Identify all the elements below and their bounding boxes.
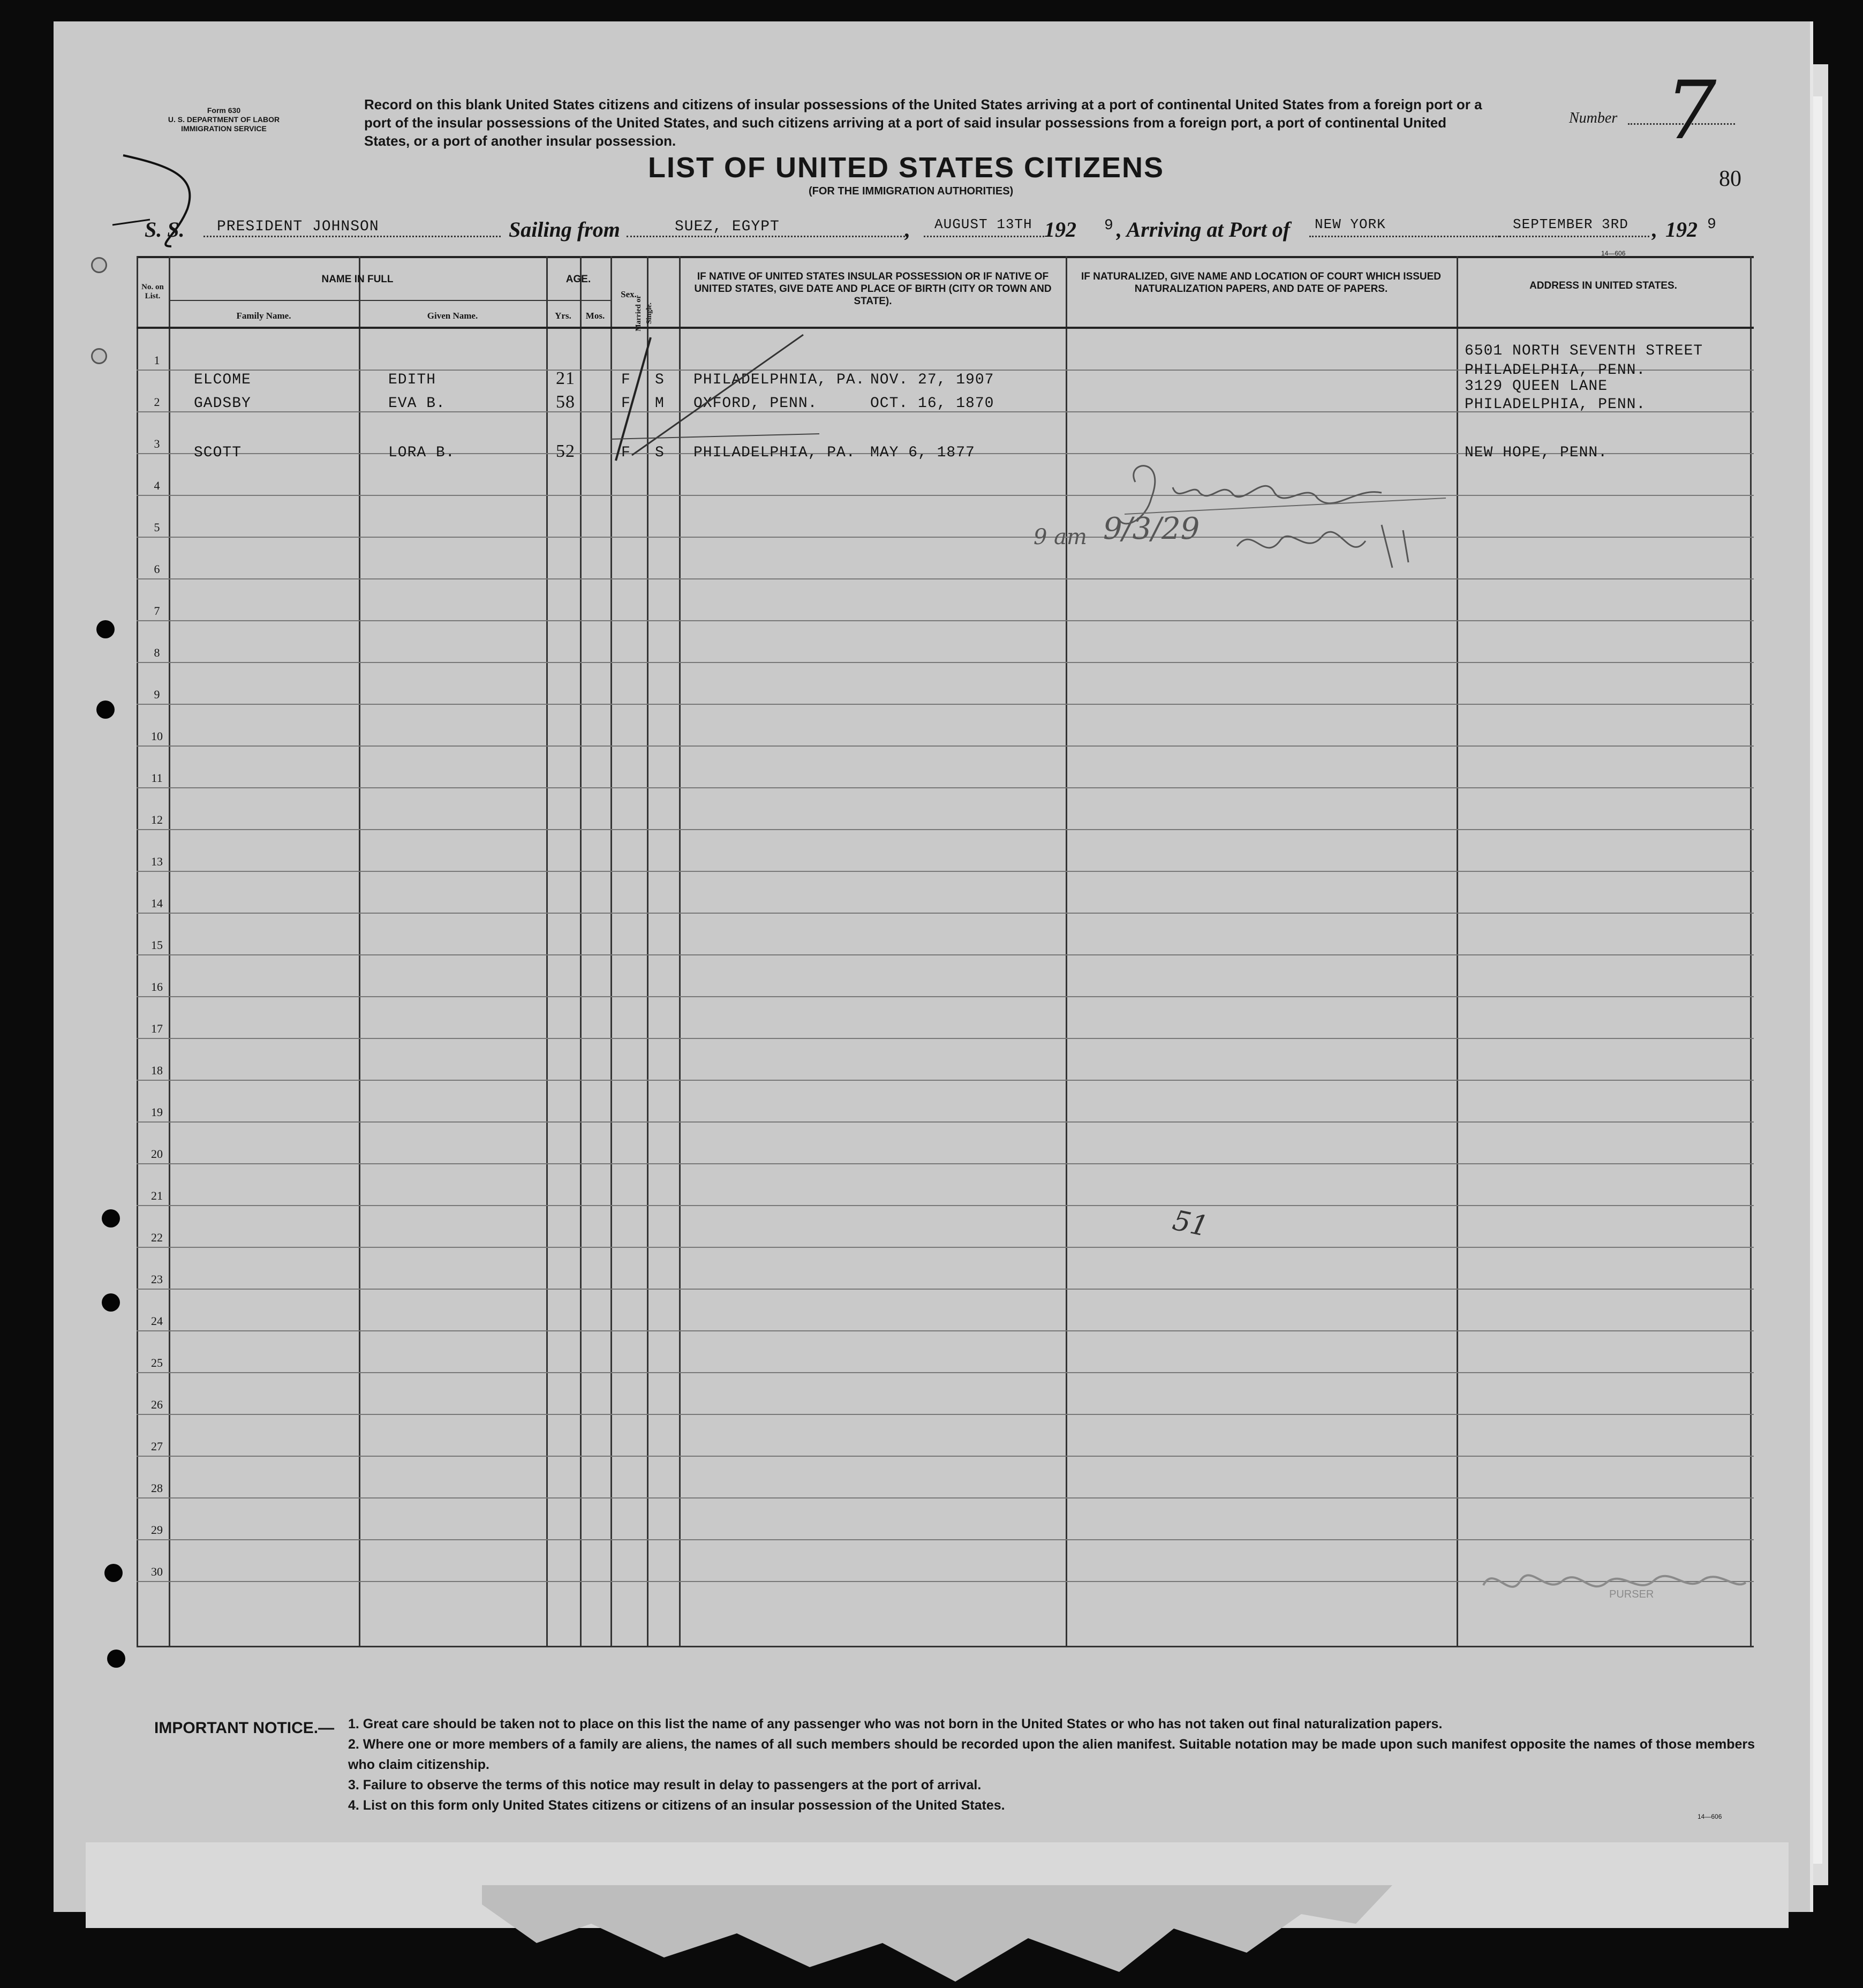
row-number: 22 [151, 1231, 163, 1244]
sex: F [621, 395, 631, 412]
header-bottom-border [137, 327, 1754, 329]
age-years: 58 [556, 392, 575, 412]
row-rule [137, 537, 1754, 538]
row-rule [137, 1205, 1754, 1206]
row-rule [137, 578, 1754, 579]
row-number: 14 [151, 897, 163, 910]
row-number: 5 [154, 521, 160, 534]
row-number: 10 [151, 729, 163, 743]
family-name: GADSBY [194, 395, 251, 412]
given-name: EVA B. [388, 395, 446, 412]
handwritten-cancel-strokes [600, 321, 825, 482]
arrival-date: SEPTEMBER 3RD [1513, 216, 1628, 232]
row-number: 4 [154, 479, 160, 492]
row-number: 11 [151, 771, 163, 785]
stamp-number: 51 [1170, 1204, 1211, 1244]
row-number: 30 [151, 1565, 163, 1578]
row-number: 17 [151, 1022, 163, 1035]
row-rule [137, 1539, 1754, 1540]
row-number: 19 [151, 1105, 163, 1119]
table-bottom-border [137, 1646, 1754, 1647]
birth-place: PHILADELPHNIA, PA. [693, 372, 865, 388]
row-rule [137, 1497, 1754, 1498]
binder-hole [96, 620, 115, 638]
col-divider [546, 256, 548, 1646]
handwritten-date: 9/3/29 [1103, 511, 1200, 546]
row-rule [137, 829, 1754, 830]
row-number: 29 [151, 1523, 163, 1537]
row-rule [137, 1372, 1754, 1373]
port-line [1309, 236, 1499, 237]
notice-item-4: 4. List on this form only United States citizens or citizens of an insular possession of the United States. [348, 1798, 1005, 1813]
row-number: 12 [151, 813, 163, 826]
address-line: 6501 NORTH SEVENTH STREET [1465, 343, 1703, 359]
col-divider [580, 256, 582, 1646]
row-number: 8 [154, 646, 160, 659]
header-married-or-single: Married or Single. [635, 295, 653, 332]
comma-2: , [1652, 217, 1657, 242]
address-line: PHILADELPHIA, PENN. [1465, 362, 1646, 379]
from-line [627, 236, 905, 237]
row-number: 2 [154, 395, 160, 409]
header-no-on-list: No. on List. [141, 283, 164, 300]
given-name: LORA B. [388, 445, 455, 461]
binder-hole [107, 1650, 125, 1668]
binder-hole [91, 257, 107, 273]
sailing-from-label: Sailing from [509, 217, 620, 242]
print-code-bottom: 14—606 [1698, 1813, 1722, 1820]
age-years: 21 [556, 368, 575, 388]
row-number: 21 [151, 1189, 163, 1202]
birth-date: OCT. 16, 1870 [870, 395, 994, 412]
col-divider [1066, 256, 1067, 1646]
handwritten-initials [1232, 514, 1435, 573]
name-header-divider [169, 300, 546, 301]
arrival-year-digit: 9 [1707, 216, 1717, 233]
row-number: 26 [151, 1398, 163, 1411]
family-name: SCOTT [194, 445, 242, 461]
form-identifier [144, 106, 304, 133]
birth-date: MAY 6, 1877 [870, 445, 975, 461]
ship-name: PRESIDENT JOHNSON [217, 219, 379, 235]
binder-hole [102, 1293, 120, 1312]
row-rule [137, 871, 1754, 872]
row-number: 7 [154, 604, 160, 618]
row-rule [137, 746, 1754, 747]
arriving-label: , Arriving at Port of [1117, 217, 1291, 242]
header-sex: Sex. [621, 289, 637, 299]
row-rule [137, 1163, 1754, 1164]
row-number: 6 [154, 562, 160, 576]
header-address: ADDRESS IN UNITED STATES. [1529, 280, 1677, 291]
sex: F [621, 372, 631, 388]
row-rule [137, 954, 1754, 955]
binder-hole [104, 1564, 123, 1582]
notice-item-2: 2. Where one or more members of a family are aliens, the names of all such members should be recorded upon the alien manifest. Suitable notation may be made upon such manifest opposite the names of those members who claim citizenship. [348, 1737, 1755, 1772]
header-naturalized: IF NATURALIZED, GIVE NAME AND LOCATION OF COURT WHICH ISSUED NATURALIZATION PAPERS, AND DATE OF PAPERS. [1081, 271, 1441, 295]
service-name: IMMIGRATION SERVICE [181, 124, 267, 133]
row-rule [137, 1121, 1754, 1123]
row-number: 23 [151, 1272, 163, 1286]
address-line: PHILADELPHIA, PENN. [1465, 396, 1646, 413]
row-rule [137, 495, 1754, 496]
row-rule [137, 1247, 1754, 1248]
form-number: Form 630 [207, 106, 241, 115]
age-years: 52 [556, 441, 575, 461]
binder-hole [91, 348, 107, 364]
row-number: 9 [154, 688, 160, 701]
col-divider [1457, 256, 1458, 1646]
table-right-border [1750, 256, 1752, 1646]
ss-label: S. S. [145, 217, 185, 242]
marital-status: M [655, 395, 665, 412]
row-rule [137, 1414, 1754, 1415]
departure-year-digit: 9 [1104, 217, 1114, 234]
row-number: 16 [151, 980, 163, 993]
sex: F [621, 445, 631, 461]
row-number: 18 [151, 1064, 163, 1077]
passenger-table [137, 256, 1754, 1648]
binder-hole [102, 1209, 120, 1228]
number-value: 7 [1665, 64, 1717, 157]
header-yrs: Yrs. [555, 311, 571, 321]
family-name: ELCOME [194, 372, 251, 388]
row-rule [137, 620, 1754, 621]
departure-year-print: 192 [1044, 217, 1076, 242]
marital-status: S [655, 445, 665, 461]
birth-place: OXFORD, PENN. [693, 395, 818, 412]
birth-place: PHILADELPHIA, PA. [693, 445, 856, 461]
row-number: 3 [154, 437, 160, 450]
torn-edge [482, 1885, 1392, 1982]
ship-line [203, 236, 501, 237]
row-rule [137, 1330, 1754, 1331]
row-rule [137, 787, 1754, 788]
row-number: 15 [151, 938, 163, 952]
marital-status: S [655, 372, 665, 388]
address-line: NEW HOPE, PENN. [1465, 445, 1608, 461]
row-number: 25 [151, 1356, 163, 1369]
notice-items [337, 1714, 1783, 1816]
header-given-name: Given Name. [427, 311, 478, 321]
arrival-port: NEW YORK [1315, 216, 1386, 232]
address-line: 3129 QUEEN LANE [1465, 378, 1608, 395]
header-birth: IF NATIVE OF UNITED STATES INSULAR POSSESSION OR IF NATIVE OF UNITED STATES, GIVE DATE AND PLACE OF BIRTH (CITY OR TOWN AND STATE). [694, 271, 1052, 307]
age-header-divider [546, 300, 610, 301]
given-name: EDITH [388, 372, 436, 388]
departure-date-line [924, 236, 1044, 237]
page-number: 80 [1719, 167, 1741, 191]
department-name: U. S. DEPARTMENT OF LABOR [168, 115, 280, 124]
handwritten-time: 9 am [1034, 525, 1087, 549]
record-instructions: Record on this blank United States citizens and citizens of insular possessions of the United States arriving at a port of continental United States from a foreign port or a port of the insular possessions of the United States, and such citizens arriving at a port of said insular possessions from a foreign port, a port of continental United States, or a port of another insular possession. [364, 96, 1482, 149]
document-subtitle: (FOR THE IMMIGRATION AUTHORITIES) [809, 185, 1014, 197]
row-rule [137, 913, 1754, 914]
row-rule [137, 1080, 1754, 1081]
sailing-from-port: SUEZ, EGYPT [675, 219, 780, 235]
header-age: AGE. [565, 274, 591, 285]
row-rule [137, 662, 1754, 663]
row-rule [137, 996, 1754, 997]
binder-hole [96, 701, 115, 719]
row-number: 28 [151, 1481, 163, 1495]
arrival-date-line [1499, 236, 1649, 237]
purser-title: PURSER [1609, 1588, 1654, 1600]
row-rule [137, 1456, 1754, 1457]
row-number: 1 [154, 353, 160, 367]
notice-item-3: 3. Failure to observe the terms of this notice may result in delay to passengers at the port of arrival. [348, 1778, 982, 1793]
notice-title: IMPORTANT NOTICE.— [154, 1719, 335, 1737]
birth-date: NOV. 27, 1907 [870, 372, 994, 388]
header-name-in-full: NAME IN FULL [321, 274, 394, 285]
departure-date: AUGUST 13TH [934, 216, 1032, 232]
arrival-year-print: 192 [1665, 217, 1698, 242]
row-number: 27 [151, 1440, 163, 1453]
row-rule [137, 1038, 1754, 1039]
table-left-border [137, 256, 138, 1646]
row-number: 13 [151, 855, 163, 868]
notice-item-1: 1. Great care should be taken not to place on this list the name of any passenger who was not born in the United States or who has not taken out final naturalization papers. [348, 1716, 1443, 1731]
row-rule [137, 704, 1754, 705]
row-rule [137, 1289, 1754, 1290]
header-mos: Mos. [585, 311, 605, 321]
document-title: LIST OF UNITED STATES CITIZENS [648, 152, 1164, 184]
row-number: 20 [151, 1147, 163, 1161]
col-divider [359, 256, 360, 1646]
print-code-top: 14—606 [1601, 250, 1626, 257]
row-number: 24 [151, 1314, 163, 1328]
header-family-name: Family Name. [236, 311, 291, 321]
number-label: Number [1569, 110, 1618, 126]
comma-1: , [905, 217, 910, 242]
